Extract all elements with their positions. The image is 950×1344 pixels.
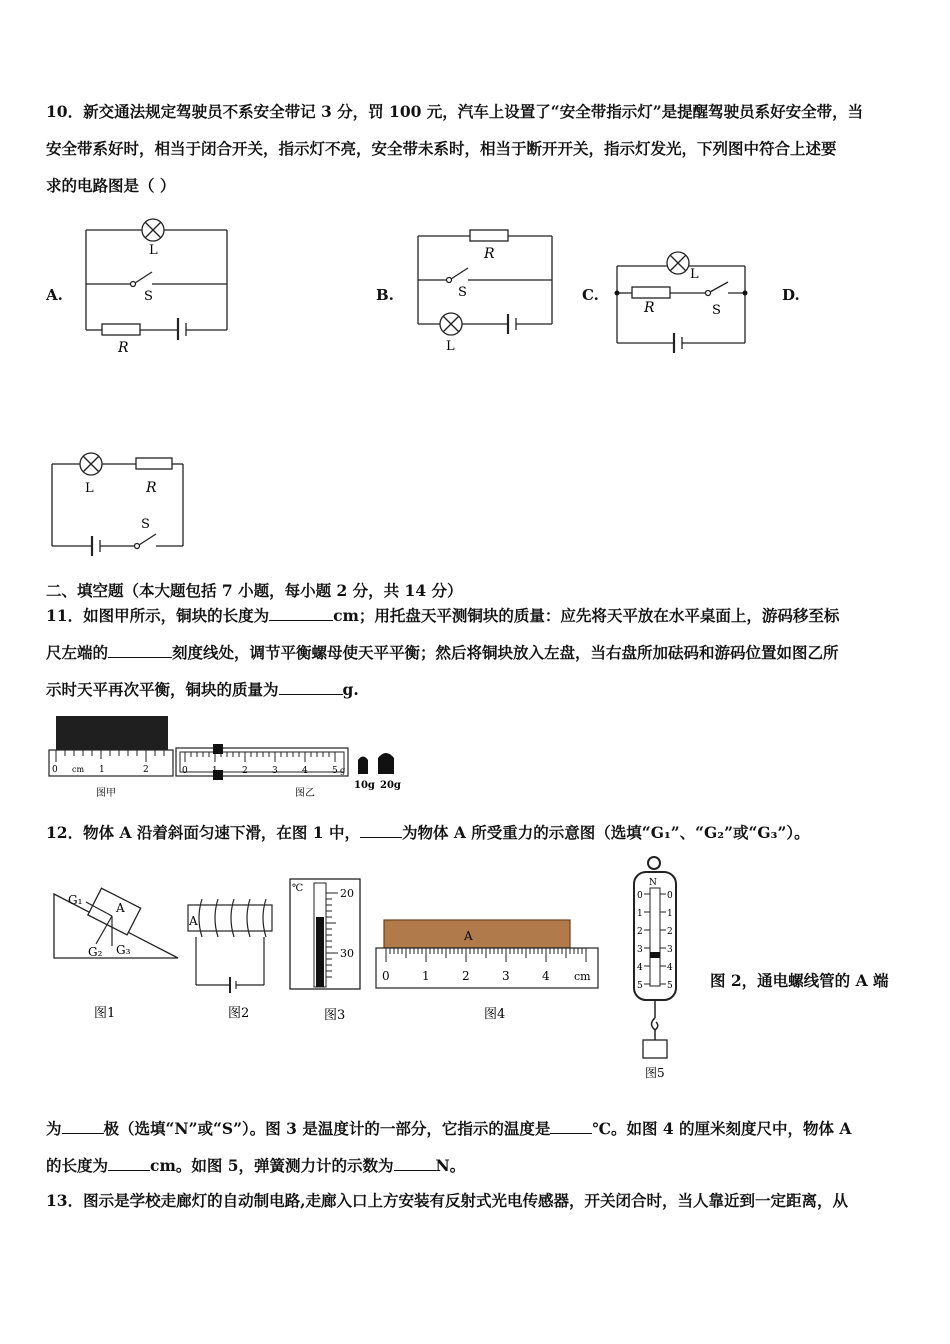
option-a-label: A. — [46, 286, 63, 304]
weight-20g-label: 20g — [380, 780, 401, 791]
q12-side-text: 图 2，通电螺线管的 A 端 — [710, 971, 889, 990]
fig-yi-caption: 图乙 — [295, 788, 315, 799]
fig5-left-1: 1 — [637, 909, 643, 919]
ruler-jia-tick-1: 1 — [99, 765, 105, 775]
fig5-left-2: 2 — [637, 927, 643, 937]
fig2-caption: 图2 — [228, 1006, 250, 1021]
scale-tick-5: 5 — [332, 766, 338, 776]
q12-pole-blank[interactable] — [62, 1119, 104, 1134]
fig4-tick-3: 3 — [502, 969, 510, 983]
rider-top — [213, 744, 223, 754]
fig5-right-0: 0 — [667, 891, 673, 901]
fig5-pointer — [650, 952, 660, 958]
fig4-tick-1: 1 — [422, 969, 430, 983]
fig-yi-balance-scale — [173, 742, 353, 802]
fig5-right-3: 3 — [667, 945, 673, 955]
fig3-tick-20: 20 — [340, 887, 354, 900]
fig4-tick-4: 4 — [542, 969, 550, 983]
weight-20g — [378, 753, 394, 774]
ruler-jia-unit: cm — [72, 765, 85, 774]
circuit-b-switch-label: S — [458, 285, 467, 300]
circuit-a-lamp-label: L — [149, 243, 158, 258]
q10-line3: 求的电路图是（ ） — [46, 176, 176, 195]
fig5-weight — [643, 1040, 667, 1058]
q12-gravity-blank[interactable] — [360, 823, 402, 838]
fig3-tick-30: 30 — [340, 947, 354, 960]
circuit-c-lamp-label: L — [690, 267, 699, 282]
circuit-a-switch-label: S — [144, 289, 153, 304]
fig1-a-label: A — [116, 901, 125, 915]
fig5-right-4: 4 — [667, 963, 673, 973]
ruler-jia — [49, 750, 173, 776]
fig5-caption: 图5 — [645, 1066, 665, 1080]
ruler-fig4 — [376, 948, 598, 988]
fig3-unit: ℃ — [292, 883, 304, 894]
weight-10g-label: 10g — [354, 780, 375, 791]
section-2-title: 二、填空题（本大题包括 7 小题，每小题 2 分，共 14 分） — [46, 581, 463, 600]
ruler-jia-tick-2: 2 — [143, 765, 149, 775]
fig4-caption: 图4 — [484, 1007, 506, 1022]
q11-zero-mark-blank[interactable] — [108, 643, 172, 658]
fig5-right-2: 2 — [667, 927, 673, 937]
q12-length-blank[interactable] — [108, 1156, 150, 1171]
copper-block — [56, 716, 168, 750]
fig4-tick-0: 0 — [382, 969, 390, 983]
fig4-block-ruler — [372, 918, 622, 1028]
circuit-b-diagram — [412, 224, 562, 360]
fig3-caption: 图3 — [324, 1008, 346, 1023]
scale-unit: g — [340, 766, 346, 775]
circuit-c-resistor-label: R — [644, 300, 655, 316]
option-d-label: D. — [782, 286, 800, 304]
circuit-d-lamp-label: L — [85, 481, 94, 496]
scale-tick-0: 0 — [182, 766, 188, 776]
weight-10g — [358, 757, 368, 775]
fig5-right-5: 5 — [667, 981, 673, 991]
circuit-d-resistor-label: R — [146, 480, 157, 496]
mercury-column — [316, 917, 324, 987]
q12-temp-blank[interactable] — [550, 1119, 592, 1134]
ruler-jia-tick-0: 0 — [52, 765, 58, 775]
circuit-b-resistor-label: R — [484, 246, 495, 262]
fig3-thermometer — [286, 877, 366, 1025]
fig1-g2-label: G₂ — [88, 945, 103, 959]
fig-jia-caption: 图甲 — [96, 788, 116, 799]
circuit-c-switch-label: S — [712, 303, 721, 318]
scale-tick-3: 3 — [272, 766, 278, 776]
circuit-d-diagram — [46, 450, 191, 560]
option-b-label: B. — [376, 286, 394, 304]
fig2-a-label: A — [189, 914, 198, 928]
q12-force-blank[interactable] — [394, 1156, 436, 1171]
q10-line1: 10．新交通法规定驾驶员不系安全带记 3 分，罚 100 元，汽车上设置了“安全带指示灯”是提醒驾驶员系好安全带，当 — [46, 102, 864, 121]
fig4-tick-2: 2 — [462, 969, 470, 983]
circuit-a-resistor-label: R — [118, 340, 129, 356]
q10-line2: 安全带系好时，相当于闭合开关，指示灯不亮，安全带未系时，相当于断开开关，指示灯发光，下列图中符合上述要 — [46, 139, 837, 158]
scale-tick-2: 2 — [242, 766, 248, 776]
fig-jia-ruler-block — [46, 712, 176, 802]
q12-line3: 的长度为 cm。如图 5，弹簧测力计的示数为 N。 — [46, 1156, 466, 1175]
fig1-g1-label: G₁ — [68, 893, 83, 907]
fig5-left-5: 5 — [637, 981, 643, 991]
circuit-d-switch-label: S — [141, 517, 150, 532]
block-a — [384, 920, 570, 948]
fig1-g3-label: G₃ — [116, 943, 131, 957]
fig5-left-4: 4 — [637, 963, 643, 973]
circuit-b-lamp-label: L — [446, 339, 455, 354]
q11-line1: 11．如图甲所示，铜块的长度为 cm；用托盘天平测铜块的质量：应先将天平放在水平桌面上，游码移至标 — [46, 606, 840, 625]
q11-line3: 示时天平再次平衡，铜块的质量为 g. — [46, 680, 359, 699]
option-c-label: C. — [582, 286, 599, 304]
fig4-a-label: A — [464, 929, 473, 943]
fig5-left-0: 0 — [637, 891, 643, 901]
fig5-left-3: 3 — [637, 945, 643, 955]
scale-tick-1: 1 — [212, 766, 218, 776]
circuit-a-diagram — [80, 212, 240, 362]
q11-length-blank[interactable] — [269, 606, 333, 621]
q11-mass-blank[interactable] — [279, 680, 343, 695]
weights — [352, 748, 408, 792]
scale-tick-4: 4 — [302, 766, 308, 776]
fig5-spring-scale — [626, 854, 688, 1082]
fig5-unit: N — [649, 878, 657, 888]
fig5-right-1: 1 — [667, 909, 673, 919]
fig4-unit: cm — [574, 970, 591, 983]
q11-line2: 尺左端的 刻度线处，调节平衡螺母使天平平衡；然后将铜块放入左盘，当右盘所加砝码和游码位置如图乙所 — [46, 643, 839, 662]
q13-line1: 13．图示是学校走廊灯的自动制电路,走廊入口上方安装有反射式光电传感器，开关闭合时，当人靠近到一定距离，从 — [46, 1191, 848, 1210]
fig1-caption: 图1 — [94, 1006, 116, 1021]
q12-line2: 为 极（选填“N”或“S”）。图 3 是温度计的一部分，它指示的温度是 ℃。如图 4 的厘米刻度尺中，物体 A — [46, 1119, 852, 1138]
fig2-solenoid — [186, 895, 276, 1025]
circuit-c-diagram — [610, 248, 755, 358]
q12-line1: 12．物体 A 沿着斜面匀速下滑，在图 1 中， 为物体 A 所受重力的示意图（选填“G₁”、“G₂”或“G₃”）。 — [46, 823, 810, 842]
fig1-incline — [50, 886, 185, 1026]
